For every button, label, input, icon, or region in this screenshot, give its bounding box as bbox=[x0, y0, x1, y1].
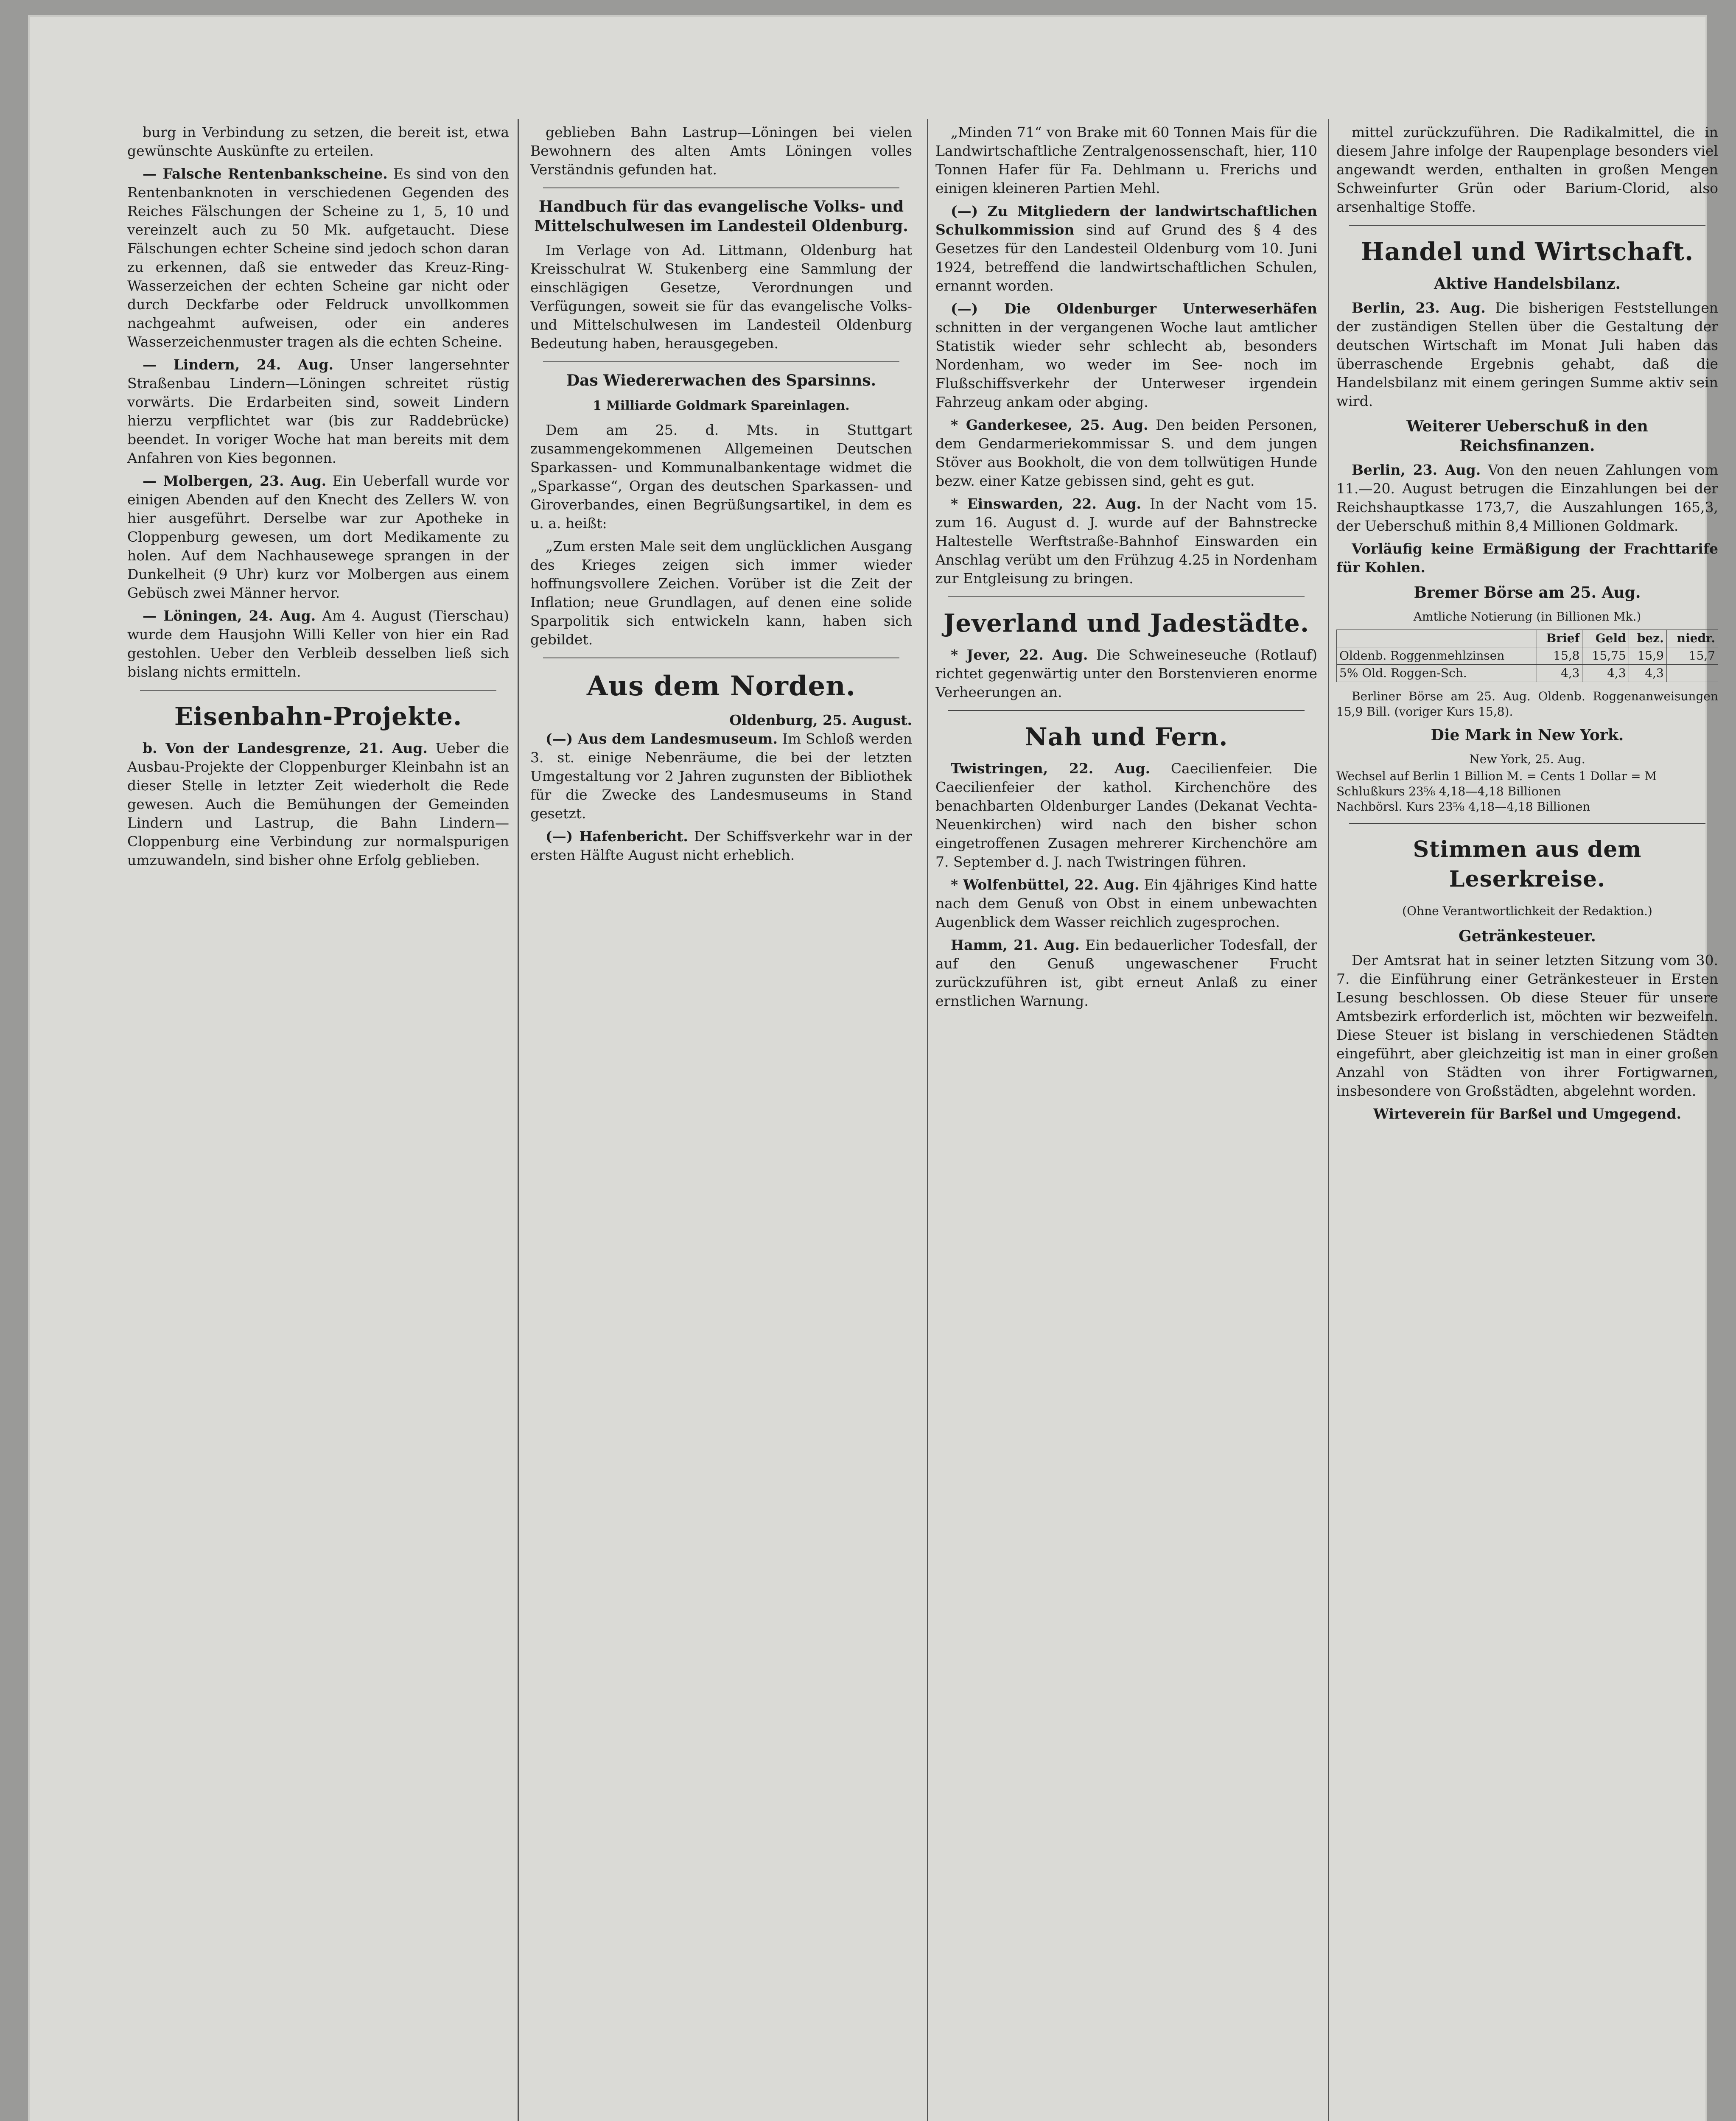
section-heading: Handel und Wirtschaft. bbox=[1361, 237, 1694, 266]
section-heading: Stimmen aus dem Leserkreise. bbox=[1413, 837, 1642, 892]
table-caption: Amtliche Notierung (in Billionen Mk.) bbox=[1413, 610, 1641, 624]
paragraph: * Einswarden, 22. Aug. In der Nacht vom 15. zum 16. August d. J. wurde auf der Bahnstrecke Haltestelle Werftstraße-Bahnhof Einswarden ein Anschlag verübt um den Frühzug 4.25 in Nordenham zur Entgleisung zu bringen. bbox=[935, 495, 1317, 587]
dateline: — Molbergen, 23. Aug. bbox=[143, 473, 327, 489]
dateline: Berlin, 23. Aug. bbox=[1352, 462, 1481, 478]
paragraph: — Lindern, 24. Aug. Unser langersehnter Straßenbau Lindern—Löningen schreitet rüstig vorwärts. Die Erdarbeiten sind, soweit Lindern hierzu verpflichtet war (bis zur Raddebrücke) beendet. In voriger Woche hat man bereits mit dem Anfahren von Kies begonnen. bbox=[127, 356, 509, 466]
column-1 bbox=[127, 123, 509, 2121]
paragraph: mittel zurückzuführen. Die Radikalmittel, die in diesem Jahre infolge der Raupenplage besonders viel angewandt werden, enthalten in großen Mengen Schweinfurter Grün oder Barium-Clorid, also arsenhaltige Stoffe. bbox=[1336, 124, 1718, 215]
paragraph: — Molbergen, 23. Aug. Ein Ueberfall wurde vor einigen Abenden auf den Knecht des Zellers W. von hier ausgeführt. Derselbe war zur Apotheke in Cloppenburg gewesen, um dort Medikamente zu holen. Auf dem Nachhausewege sprangen in der Dunkelheit (9 Uhr) kurz vor Molbergen aus einem Gebüsch zwei Männer hervor. bbox=[127, 473, 509, 601]
column-3 bbox=[935, 123, 1317, 2121]
paragraph: b. Von der Landesgrenze, 21. Aug. Ueber die Ausbau-Projekte der Cloppenburger Kleinbahn ist an dieser Stelle in letzter Zeit wiederholt die Rede gewesen. Auch die Bemühungen der Gemeinden Lindern und Lastrup, die Bahn Lindern—Cloppenburg eine Verbindung zur normalspurigen umzuwandeln, sind bisher ohne Erfolg geblieben. bbox=[127, 740, 509, 868]
dateline: * Einswarden, 22. Aug. bbox=[951, 495, 1142, 512]
article-head: (—) Die Oldenburger Unterweserhäfen bbox=[951, 300, 1317, 317]
dateline: Oldenburg, 25. August. bbox=[729, 712, 912, 728]
paragraph: * Ganderkesee, 25. Aug. Den beiden Personen, dem Gendarmeriekommissar S. und dem jungen Stöver aus Bookholt, die von dem tollwütigen Hunde bezw. einer Katze gebissen sind, geht es gut. bbox=[935, 417, 1317, 489]
dateline: Hamm, 21. Aug. bbox=[951, 937, 1080, 953]
section-subheading: Bremer Börse am 25. Aug. bbox=[1414, 584, 1641, 602]
paragraph: — Löningen, 24. Aug. Am 4. August (Tierschau) wurde dem Hausjohn Willi Keller von hier ein Rad gestohlen. Ueber den Verbleib desselben ließ sich bislang nichts ermitteln. bbox=[127, 607, 509, 680]
divider bbox=[1349, 823, 1705, 824]
paragraph: * Wolfenbüttel, 22. Aug. Ein 4jähriges Kind hatte nach dem Genuß von Obst in einem unbewachten Augenblick dem Wasser reichlich zugesprochen. bbox=[935, 876, 1317, 930]
paragraph: Vorläufig keine Ermäßigung der Frachttarife für Kohlen. bbox=[1336, 540, 1718, 576]
paragraph: „Minden 71“ von Brake mit 60 Tonnen Mais für die Landwirtschaftliche Zentralgenossenschaft, hier, 110 Tonnen Hafer für Fa. Dehlmann u. Frerichs und einigen kleineren Partien Mehl. bbox=[935, 124, 1317, 196]
divider bbox=[1349, 225, 1705, 226]
mark-line: Schlußkurs 23⅝ 4,18—4,18 Billionen bbox=[1336, 784, 1561, 798]
column-rule bbox=[518, 119, 519, 2121]
divider bbox=[948, 596, 1305, 597]
paragraph: (—) Aus dem Landesmuseum. Im Schloß werden 3. st. einige Nebenräume, die bei der letzten Umgestaltung vor 2 Jahren zugunsten der Bibliothek für die Zwecke des Landesmuseums in Stand gesetzt. bbox=[530, 730, 912, 822]
paragraph: „Zum ersten Male seit dem unglücklichen Ausgang des Krieges zeigen sich immer wieder hoffnungsvollere Zeichen. Vorüber ist die Zeit der Inflation; neue Grundlagen, auf denen eine solide Sparpolitik sich entwickeln kann, haben sich gebildet. bbox=[530, 538, 912, 648]
paragraph: Berlin, 23. Aug. Von den neuen Zahlungen vom 11.—20. August betrugen die Einzahlungen bei der Reichshauptkasse 173,7, die Auszahlungen 165,3, der Ueberschuß mithin 8,4 Millionen Goldmark. bbox=[1336, 462, 1718, 534]
paragraph: burg in Verbindung zu setzen, die bereit ist, etwa gewünschte Auskünfte zu erteilen. bbox=[127, 124, 509, 159]
paragraph: Hamm, 21. Aug. Ein bedauerlicher Todesfall, der auf den Genuß ungewaschener Frucht zurückzuführen ist, gibt erneut Anlaß zu einer ernstlichen Warnung. bbox=[935, 937, 1317, 1009]
article-head: (—) Zu Mitgliedern der landwirtschaftlichen Schulkommission bbox=[935, 203, 1317, 238]
dateline: New York, 25. Aug. bbox=[1469, 752, 1585, 766]
article-head: (—) Hafenbericht. bbox=[546, 828, 688, 845]
section-heading: Nah und Fern. bbox=[1025, 722, 1228, 751]
dateline: b. Von der Landesgrenze, 21. Aug. bbox=[143, 740, 428, 756]
paragraph: (—) Hafenbericht. Der Schiffsverkehr war in der ersten Hälfte August nicht erheblich. bbox=[530, 828, 912, 863]
section-heading: Das Wiedererwachen des Sparsinns. bbox=[566, 372, 876, 389]
divider bbox=[543, 361, 899, 362]
column-rule bbox=[927, 119, 928, 2121]
section-heading: Aus dem Norden. bbox=[586, 670, 856, 702]
paragraph: Twistringen, 22. Aug. Caecilienfeier. Die Caecilienfeier der kathol. Kirchenchöre des benachbarten Oldenburger Landes (Dekanat Vechta-Neuenkirchen) wird nach den bisher schon eingetroffenen Zusagen mehrerer Kirchenchöre am 7. September d. J. nach Twistringen führen. bbox=[935, 760, 1317, 870]
paragraph: (—) Die Oldenburger Unterweserhäfen schnitten in der vergangenen Woche laut amtlicher Statistik wieder sehr schlecht ab, besonders Nordenham, wo weder im See- noch im Flußschiffsverkehr der Unterweser irgendein Fahrzeug ankam oder abging. bbox=[935, 300, 1317, 410]
section-subheading: 1 Milliarde Goldmark Spareinlagen. bbox=[593, 398, 850, 413]
newspaper-page bbox=[30, 17, 1718, 2121]
dateline: — Lindern, 24. Aug. bbox=[143, 356, 334, 373]
section-heading: Jeverland und Jadestädte. bbox=[943, 609, 1310, 638]
section-heading: Handbuch für das evangelische Volks- und Mittelschulwesen im Landesteil Oldenburg. bbox=[534, 198, 908, 235]
paragraph: Dem am 25. d. Mts. in Stuttgart zusammengekommenen Allgemeinen Deutschen Sparkassen- und Kommunalbankentage widmet die „Sparkasse“, Organ des deutschen Sparkassen- und Giroverbandes, einen Begrüßungsartikel, in dem es u. a. heißt: bbox=[530, 422, 912, 532]
article-head: — Falsche Rentenbankscheine. bbox=[143, 165, 388, 182]
paragraph: Berlin, 23. Aug. Die bisherigen Feststellungen der zuständigen Stellen über die Gestaltung der deutschen Wirtschaft im Monat Juli haben das überraschende Ergebnis gehabt, daß die Handelsbilanz mit einem geringen Summe aktiv sein wird. bbox=[1336, 299, 1718, 409]
paragraph: — Falsche Rentenbankscheine. Es sind von den Rentenbanknoten in verschiedenen Gegenden des Reiches Fälschungen der Scheine zu 1, 5, 10 und vereinzelt auch zu 50 Mk. aufgetaucht. Diese Fälschungen echter Scheine sind jedoch schon daran zu erkennen, daß sie entweder das Kreuz-Ring-Wasserzeichen der echten Scheine gar nicht oder durch Deckfarbe oder Feldruck unvollkommen nachgeahmt aufweisen, oder ein anderes Wasserzeichenmuster tragen als die echten Scheine. bbox=[127, 165, 509, 350]
dateline: Twistringen, 22. Aug. bbox=[951, 760, 1151, 777]
divider bbox=[140, 690, 496, 691]
dateline: * Ganderkesee, 25. Aug. bbox=[951, 417, 1148, 433]
dateline: * Wolfenbüttel, 22. Aug. bbox=[951, 876, 1140, 893]
section-subheading: Weiterer Ueberschuß in den Reichsfinanzen. bbox=[1406, 417, 1648, 455]
mark-line: Nachbörsl. Kurs 23⅝ 4,18—4,18 Billionen bbox=[1336, 800, 1590, 814]
table-header-row: Brief Geld bez. niedr. bbox=[1337, 630, 1718, 647]
paragraph: * Jever, 22. Aug. Die Schweineseuche (Rotlauf) richtet gegenwärtig unter den Borstenvieren enorme Verheerungen an. bbox=[935, 646, 1317, 700]
table-row: Oldenb. Roggenmehlzinsen 15,8 15,75 15,9 15,7 bbox=[1337, 647, 1718, 665]
bourse-table bbox=[1336, 630, 1718, 682]
section-note: (Ohne Verantwortlichkeit der Redaktion.) bbox=[1402, 904, 1652, 918]
paragraph: geblieben Bahn Lastrup—Löningen bei vielen Bewohnern des alten Amts Löningen volles Verständnis gefunden hat. bbox=[530, 124, 912, 178]
dateline: Berlin, 23. Aug. bbox=[1352, 299, 1486, 316]
divider bbox=[948, 710, 1305, 711]
section-subheading: Getränkesteuer. bbox=[1459, 927, 1596, 945]
paragraph: Der Amtsrat hat in seiner letzten Sitzung vom 30. 7. die Einführung einer Getränkesteuer in Ersten Lesung beschlossen. Ob diese Steuer für unsere Amtsbezirk erforderlich ist, möchten wir bezweifeln. Diese Steuer ist bislang in verschiedenen Städten eingeführt, aber gleichzeitig ist man in einer großen Anzahl von Städten von ihrer Fortigwarnen, insbesondere von Großstädten, abgelehnt worden. bbox=[1336, 952, 1718, 1099]
column-4 bbox=[1336, 123, 1718, 2121]
paragraph: Im Verlage von Ad. Littmann, Oldenburg hat Kreisschulrat W. Stukenberg eine Sammlung der einschlägigen Gesetze, Verordnungen und Verfügungen, soweit sie für das evangelische Volks- und Mittelschulwesen im Landesteil Oldenburg Bedeutung haben, herausgegeben. bbox=[530, 242, 912, 352]
mark-line: Wechsel auf Berlin 1 Billion M. = Cents 1 Dollar = M bbox=[1336, 769, 1657, 783]
table-row: 5% Old. Roggen-Sch. 4,3 4,3 4,3 bbox=[1337, 665, 1718, 682]
section-subheading: Aktive Handelsbilanz. bbox=[1434, 275, 1621, 293]
section-heading: Eisenbahn-Projekte. bbox=[174, 702, 462, 731]
article-head: (—) Aus dem Landesmuseum. bbox=[546, 730, 778, 747]
dateline: — Löningen, 24. Aug. bbox=[143, 607, 316, 624]
column-2 bbox=[530, 123, 912, 2121]
signature: Wirteverein für Barßel und Umgegend. bbox=[1373, 1105, 1681, 1122]
section-subheading: Die Mark in New York. bbox=[1431, 726, 1624, 744]
column-rule bbox=[1328, 119, 1329, 2121]
paragraph: (—) Zu Mitgliedern der landwirtschaftlichen Schulkommission sind auf Grund des § 4 des Gesetzes für den Landesteil Oldenburg vom 10. Juni 1924, betreffend die landwirtschaftlichen Schulen, ernannt worden. bbox=[935, 203, 1317, 294]
dateline: * Jever, 22. Aug. bbox=[951, 646, 1088, 663]
divider bbox=[543, 187, 899, 188]
paragraph: Berliner Börse am 25. Aug. Oldenb. Roggenanweisungen 15,9 Bill. (voriger Kurs 15,8). bbox=[1336, 689, 1718, 719]
